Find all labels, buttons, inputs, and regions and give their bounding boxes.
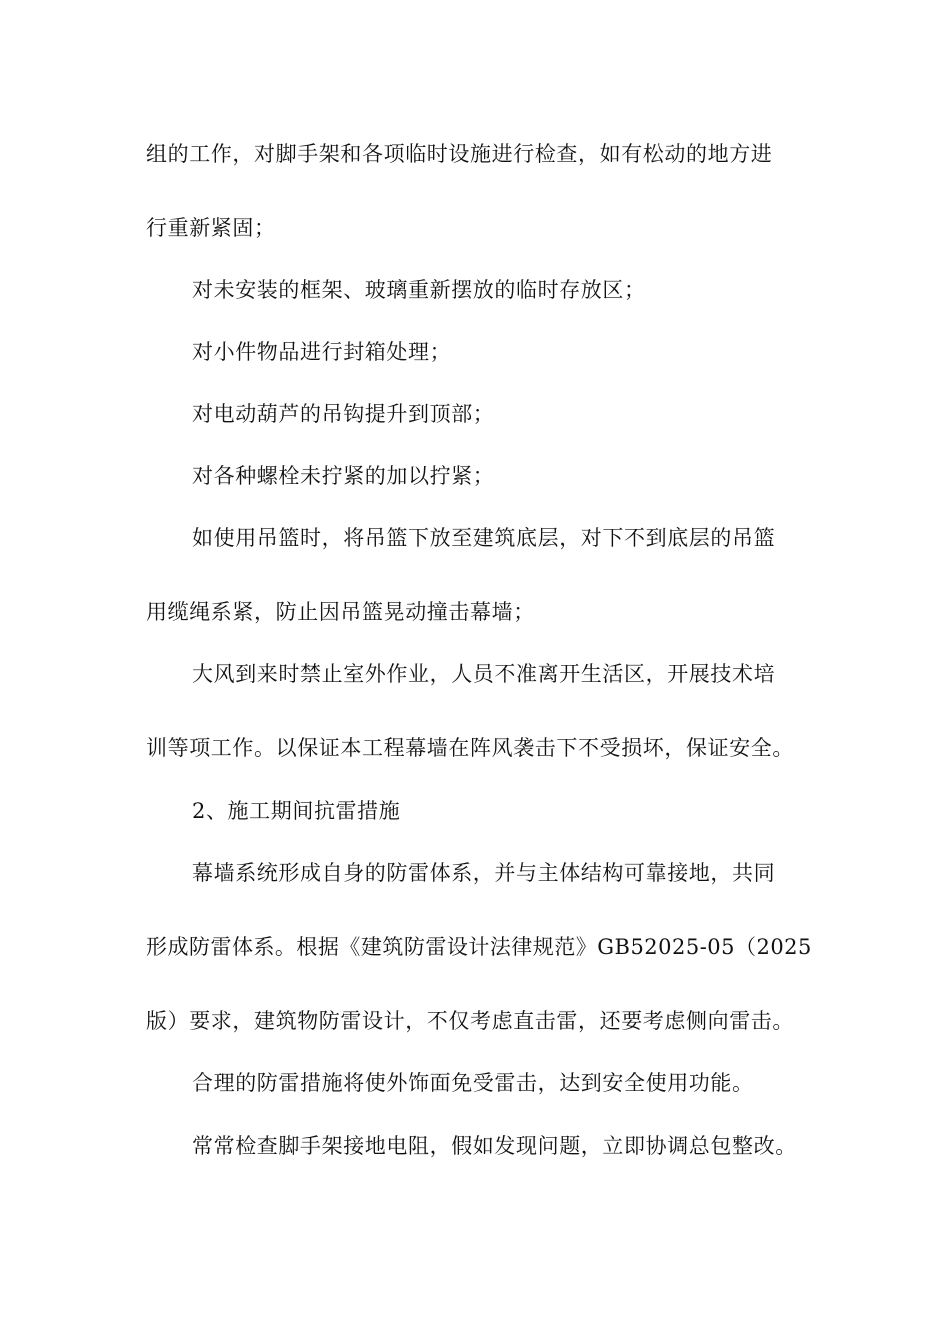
paragraph-line: 对各种螺栓未拧紧的加以拧紧； [192, 464, 495, 488]
paragraph-line: 形成防雷体系。根据《建筑防雷设计法律规范》GB52025-05（2025 [146, 935, 812, 959]
paragraph-line: 合理的防雷措施将使外饰面免受雷击，达到安全使用功能。 [192, 1071, 754, 1095]
paragraph-line: 常常检查脚手架接地电阻，假如发现问题，立即协调总包整改。 [192, 1134, 797, 1158]
paragraph-line: 对未安装的框架、玻璃重新摆放的临时存放区； [192, 278, 646, 302]
section-heading: 2、施工期间抗雷措施 [192, 799, 401, 823]
paragraph-line: 对小件物品进行封箱处理； [192, 340, 452, 364]
paragraph-line: 如使用吊篮时，将吊篮下放至建筑底层，对下不到底层的吊篮 [192, 526, 776, 550]
paragraph-line: 大风到来时禁止室外作业，人员不准离开生活区，开展技术培 [192, 662, 776, 686]
paragraph-line: 行重新紧固； [146, 216, 276, 240]
paragraph-line: 对电动葫芦的吊钩提升到顶部； [192, 402, 495, 426]
paragraph-line: 幕墙系统形成自身的防雷体系，并与主体结构可靠接地，共同 [192, 861, 776, 885]
paragraph-line: 版）要求，建筑物防雷设计，不仅考虑直击雷，还要考虑侧向雷击。 [146, 1009, 794, 1033]
paragraph-line: 用缆绳系紧，防止因吊篮晃动撞击幕墙； [146, 600, 535, 624]
paragraph-line: 组的工作，对脚手架和各项临时设施进行检查，如有松动的地方进 [146, 142, 773, 166]
paragraph-line: 训等项工作。以保证本工程幕墙在阵风袭击下不受损坏，保证安全。 [146, 736, 794, 760]
